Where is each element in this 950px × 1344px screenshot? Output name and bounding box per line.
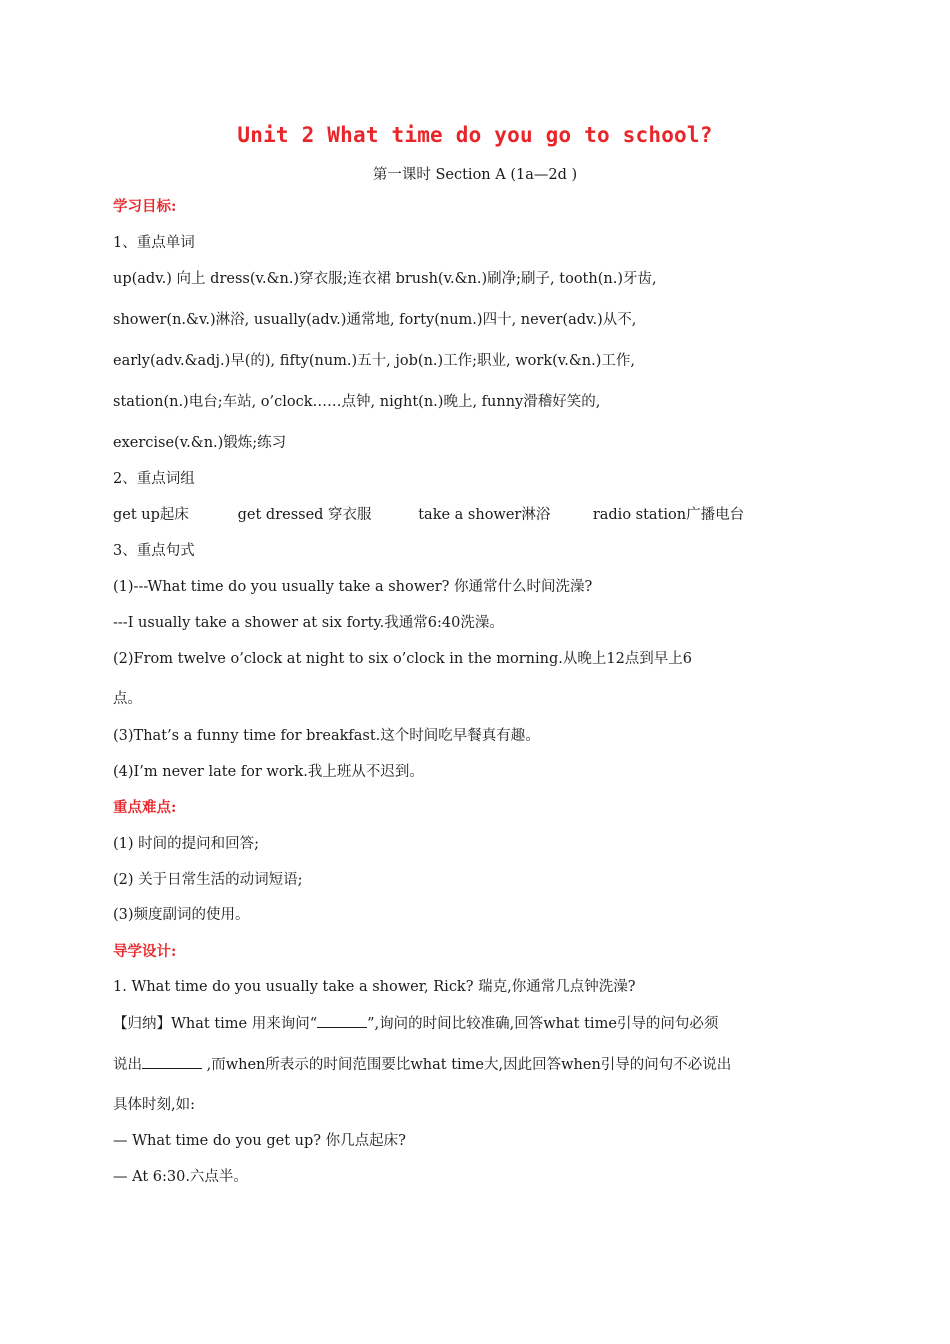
summary-line: 具体时刻,如:: [113, 1097, 195, 1113]
phrase-item: take a shower淋浴: [418, 507, 551, 523]
difficulty-item: (1) 时间的提问和回答;: [113, 836, 260, 852]
sentences-heading: 3、重点句式: [113, 543, 195, 559]
fill-blank[interactable]: [317, 1013, 367, 1028]
guide-heading: 导学设计:: [113, 943, 177, 960]
vocab-heading: 1、重点单词: [113, 235, 195, 251]
vocab-line: early(adv.&adj.)早(的), fifty(num.)五十, job(n.)工作;职业, work(v.&n.)工作,: [113, 353, 635, 369]
phrase-item: radio station广播电台: [592, 507, 745, 523]
summary-line: [113, 1054, 843, 1075]
phrases-heading: 2、重点词组: [113, 471, 195, 487]
sentence-line: (1)---What time do you usually take a shower? 你通常什么时间洗澡?: [113, 579, 593, 595]
vocab-line: up(adv.) 向上 dress(v.&n.)穿衣服;连衣裙 brush(v.&n.)刷净;刷子, tooth(n.)牙齿,: [113, 271, 657, 287]
sentence-line: (3)That’s a funny time for breakfast.这个时间吃早餐真有趣。: [113, 728, 540, 744]
summary-text: 【归纳】What time 用来询问“: [113, 1016, 318, 1032]
summary-line: [113, 1013, 843, 1034]
summary-text: ”,询问的时间比较准确,回答what time引导的问句必须: [367, 1016, 719, 1032]
phrase-item: get dressed 穿衣服: [237, 507, 372, 523]
sentence-line: (2)From twelve o’clock at night to six o’clock in the morning.从晚上12点到早上6: [113, 651, 693, 667]
difficulties-heading: 重点难点:: [113, 799, 177, 816]
guide-question: 1. What time do you usually take a shower, Rick? 瑞克,你通常几点钟洗澡?: [113, 979, 636, 995]
fill-blank[interactable]: [142, 1054, 202, 1069]
phrases-row: [113, 505, 843, 525]
sentence-line: (4)I’m never late for work.我上班从不迟到。: [113, 764, 424, 780]
sentence-line: ---I usually take a shower at six forty.我通常6:40洗澡。: [113, 615, 504, 631]
difficulty-item: (3)频度副词的使用。: [113, 907, 250, 923]
example-answer: — At 6:30.六点半。: [113, 1169, 248, 1185]
lesson-subtitle: 第一课时 Section A (1a—2d ): [372, 167, 578, 183]
sentence-line: 点。: [113, 691, 142, 707]
summary-text: ,而when所表示的时间范围要比what time大,因此回答when引导的问句不必说出: [202, 1057, 732, 1073]
vocab-line: shower(n.&v.)淋浴, usually(adv.)通常地, forty(num.)四十, never(adv.)从不,: [113, 312, 637, 328]
vocab-line: exercise(v.&n.)锻炼;练习: [113, 435, 287, 451]
example-question: — What time do you get up? 你几点起床?: [113, 1133, 406, 1149]
vocab-line: station(n.)电台;车站, o’clock……点钟, night(n.)晚上, funny滑稽好笑的,: [113, 394, 601, 410]
page-title: Unit 2 What time do you go to school?: [237, 123, 713, 147]
difficulty-item: (2) 关于日常生活的动词短语;: [113, 872, 303, 888]
objectives-heading: 学习目标:: [113, 198, 177, 215]
phrase-item: get up起床: [113, 507, 189, 523]
summary-text: 说出: [113, 1057, 142, 1073]
